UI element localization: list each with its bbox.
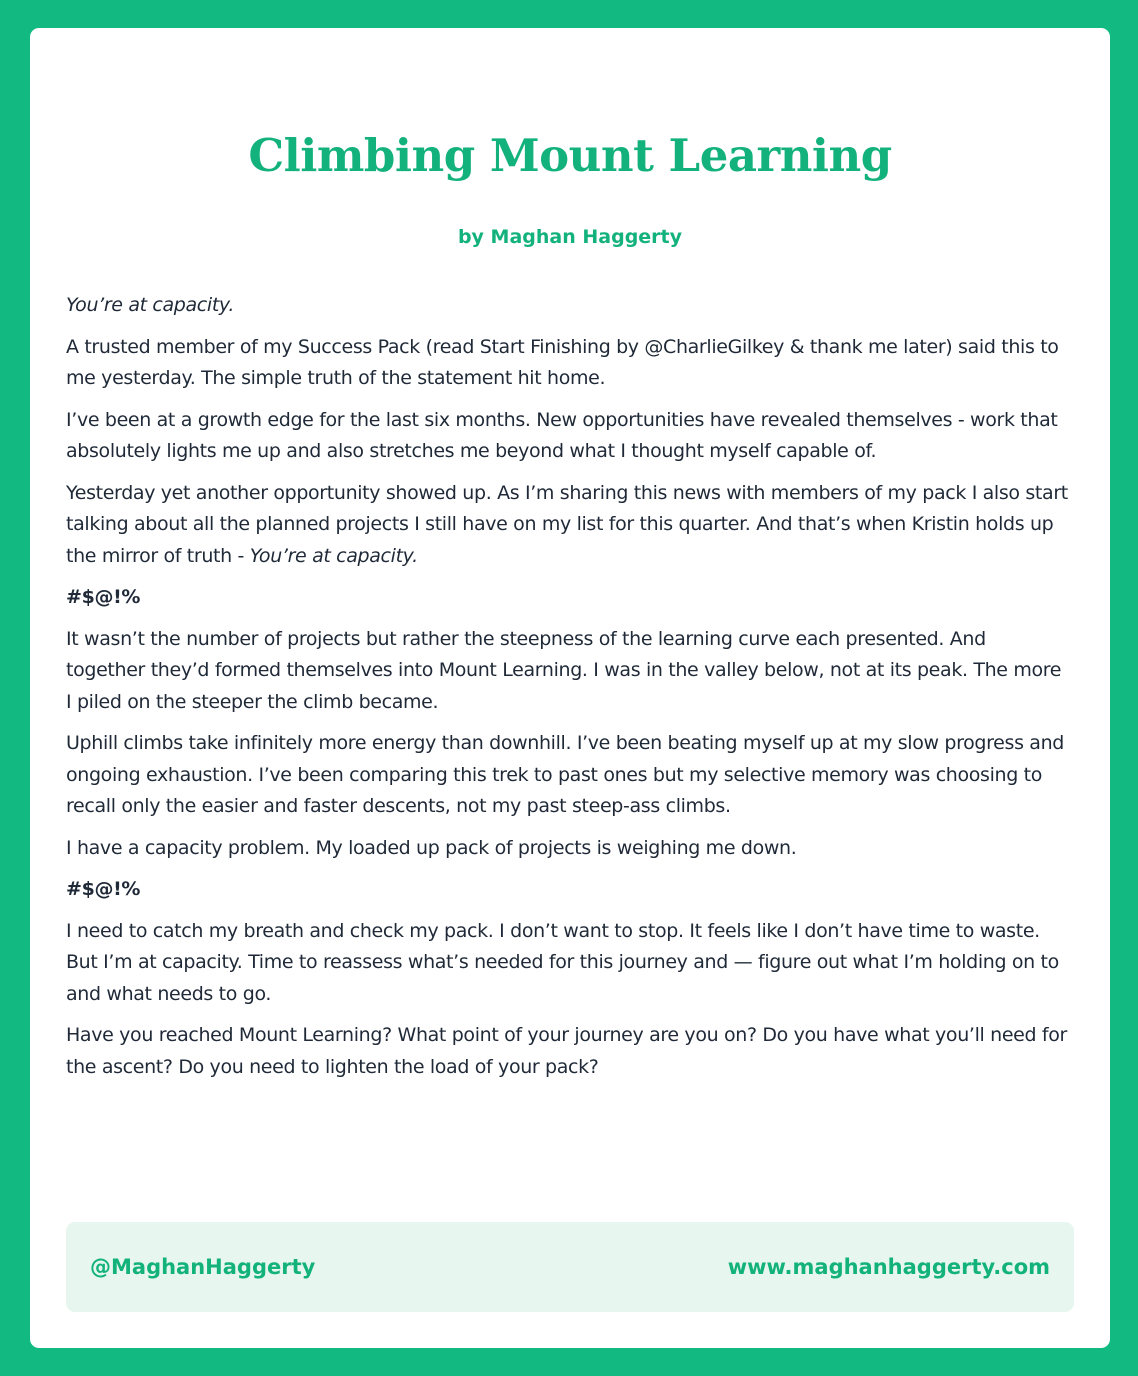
paragraph <box>66 478 1070 573</box>
paragraph: I have a capacity problem. My loaded up pack of projects is weighing me down. <box>66 836 797 859</box>
article-byline: by Maghan Haggerty <box>457 226 683 248</box>
article-card <box>30 28 1110 1348</box>
footer-bar <box>66 1222 1074 1312</box>
paragraph-opening: You’re at capacity. <box>66 294 235 316</box>
website-url: www.maghanhaggerty.com <box>727 1255 1050 1279</box>
article-body <box>66 290 1070 1093</box>
paragraph: It wasn’t the number of projects but rather the steepness of the learning curve each presented. And together they’d formed themselves into Mount Learning. I was in the valley below, not at its peak. The more I piled on the steeper the climb became. <box>66 627 1062 713</box>
paragraph: I need to catch my breath and check my pack. I don’t want to stop. It feels like I don’t have time to waste. But I’m at capacity. Time to reassess what’s needed for this journey and — figure out what I’m holding on to and what needs to go. <box>66 919 1059 1005</box>
article-title: Climbing Mount Learning <box>248 129 892 182</box>
paragraph: Uphill climbs take infinitely more energy than downhill. I’ve been beating myself up at my slow progress and ongoing exhaustion. I’ve been comparing this trek to past ones but my selective memory was choosing to recall only the easier and faster descents, not my past steep-ass climbs. <box>66 732 1064 817</box>
paragraph-italic-quote: You’re at capacity. <box>249 544 418 567</box>
paragraph: A trusted member of my Success Pack (read Start Finishing by @CharlieGilkey & thank me later) said this to me yesterday. The simple truth of the statement hit home. <box>66 335 1059 389</box>
expletive-symbols: #$@!% <box>66 586 141 608</box>
paragraph: I’ve been at a growth edge for the last six months. New opportunities have revealed themselves - work that absolutely lights me up and also stretches me beyond what I thought myself capable of. <box>66 408 1058 462</box>
paragraph-text: Yesterday yet another opportunity showed up. As I’m sharing this news with members of my pack I also start talking about all the planned projects I still have on my list for this quarter. And that’s when Kristin holds up the mirror of truth - <box>66 481 1068 567</box>
paragraph: Have you reached Mount Learning? What point of your journey are you on? Do you have what you’ll need for the ascent? Do you need to lighten the load of your pack? <box>66 1024 1067 1078</box>
expletive-symbols: #$@!% <box>66 878 141 900</box>
social-handle: @MaghanHaggerty <box>90 1255 316 1279</box>
